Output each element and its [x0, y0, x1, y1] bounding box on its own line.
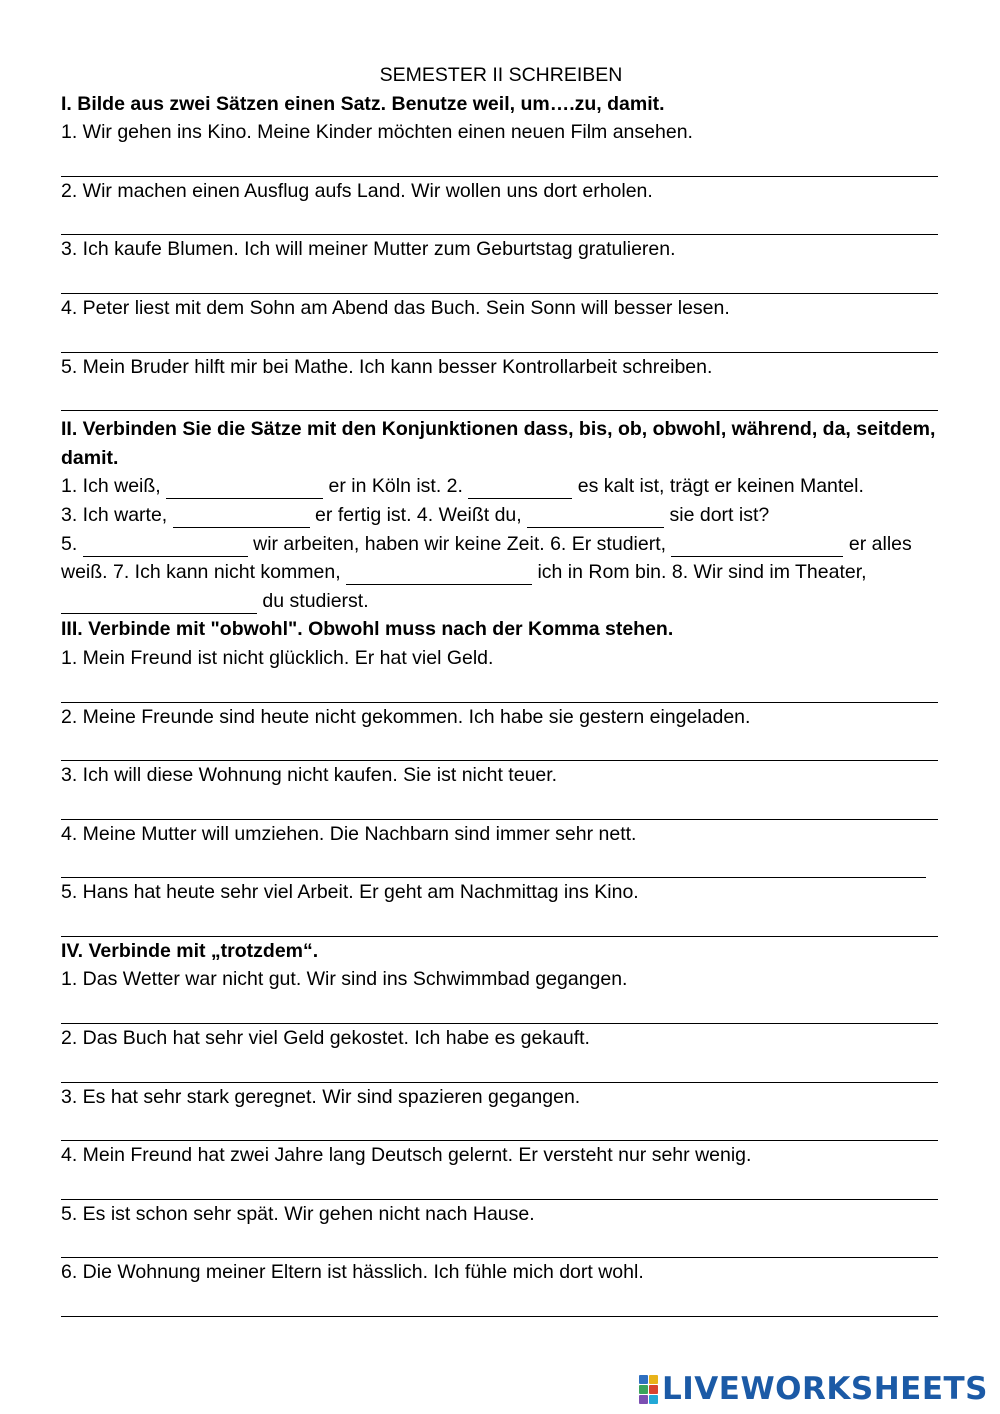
- section-4-answer-6[interactable]: [61, 1287, 938, 1317]
- section-3-question-1: 1. Mein Freund ist nicht glücklich. Er hat viel Geld.: [61, 646, 494, 669]
- section-1-question-3: 3. Ich kaufe Blumen. Ich will meiner Mutter zum Geburtstag gratulieren.: [61, 238, 676, 261]
- gap-6-input[interactable]: [671, 536, 843, 557]
- section-2-heading: II. Verbinden Sie die Sätze mit den Konjunktionen dass, bis, ob, obwohl, während, da, seitdem, damit.: [61, 418, 936, 469]
- s2-text-6b: er alles weiß. 7. Ich kann nicht kommen,: [61, 532, 912, 584]
- section-4-answer-3[interactable]: [61, 1111, 938, 1141]
- section-3-question-4: 4. Meine Mutter will umziehen. Die Nachbarn sind immer sehr nett.: [61, 822, 637, 845]
- section-2-exercise: [61, 472, 941, 615]
- section-4-question-1: 1. Das Wetter war nicht gut. Wir sind ins Schwimmbad gegangen.: [61, 968, 628, 991]
- section-3-question-2: 2. Meine Freunde sind heute nicht gekommen. Ich habe sie gestern eingeladen.: [61, 705, 751, 728]
- section-1-answer-3[interactable]: [61, 264, 938, 294]
- section-1-question-4: 4. Peter liest mit dem Sohn am Abend das Buch. Sein Sonn will besser lesen.: [61, 296, 730, 319]
- section-1-answer-4[interactable]: [61, 323, 938, 353]
- section-4-question-6: 6. Die Wohnung meiner Eltern ist hässlich. Ich fühle mich dort wohl.: [61, 1261, 644, 1284]
- s2-text-7b: ich in Rom bin. 8. Wir sind im Theater,: [532, 561, 867, 584]
- section-4-question-5: 5. Es ist schon sehr spät. Wir gehen nicht nach Hause.: [61, 1202, 535, 1225]
- gap-1-input[interactable]: [166, 478, 323, 499]
- section-1-answer-5[interactable]: [61, 381, 938, 411]
- worksheet: [61, 61, 941, 1317]
- section-4-question-4: 4. Mein Freund hat zwei Jahre lang Deutsch gelernt. Er versteht nur sehr wenig.: [61, 1144, 752, 1167]
- section-3-answer-5[interactable]: [61, 907, 938, 937]
- section-4-answer-1[interactable]: [61, 994, 938, 1024]
- gap-5-input[interactable]: [83, 536, 248, 557]
- section-1-question-2: 2. Wir machen einen Ausflug aufs Land. Wir wollen uns dort erholen.: [61, 179, 653, 202]
- section-1-heading: I. Bilde aus zwei Sätzen einen Satz. Benutze weil, um….zu, damit.: [61, 92, 665, 115]
- section-3-answer-3[interactable]: [61, 790, 938, 820]
- page-title: SEMESTER II SCHREIBEN: [379, 64, 623, 86]
- section-3-heading: III. Verbinde mit "obwohl". Obwohl muss nach der Komma stehen.: [61, 618, 674, 641]
- section-3-answer-1[interactable]: [61, 673, 938, 703]
- gap-7-input[interactable]: [346, 564, 532, 585]
- gap-8-input[interactable]: [61, 593, 257, 614]
- section-4-answer-4[interactable]: [61, 1170, 938, 1200]
- section-3-answer-4[interactable]: [61, 848, 926, 878]
- s2-text-5b: wir arbeiten, haben wir keine Zeit. 6. Er studiert,: [247, 532, 672, 555]
- section-1-answer-2[interactable]: [61, 205, 938, 235]
- s2-text-5a: 5.: [61, 532, 83, 555]
- s2-text-1b: er in Köln ist. 2.: [323, 475, 469, 498]
- s2-text-8b: du studierst.: [257, 589, 369, 612]
- section-1-question-5: 5. Mein Bruder hilft mir bei Mathe. Ich kann besser Kontrollarbeit schreiben.: [61, 355, 713, 378]
- section-3-answer-2[interactable]: [61, 731, 938, 761]
- section-4-answer-5[interactable]: [61, 1228, 938, 1258]
- section-4-heading: IV. Verbinde mit „trotzdem“.: [61, 939, 319, 962]
- section-1-answer-1[interactable]: [61, 147, 938, 177]
- s2-text-3a: 3. Ich warte,: [61, 503, 173, 526]
- s2-text-2b: es kalt ist, trägt er keinen Mantel.: [572, 475, 864, 498]
- s2-text-3b: er fertig ist. 4. Weißt du,: [309, 503, 528, 526]
- section-4-question-3: 3. Es hat sehr stark geregnet. Wir sind spazieren gegangen.: [61, 1085, 581, 1108]
- section-4-question-2: 2. Das Buch hat sehr viel Geld gekostet. Ich habe es gekauft.: [61, 1027, 590, 1050]
- section-3-question-3: 3. Ich will diese Wohnung nicht kaufen. Sie ist nicht teuer.: [61, 764, 558, 787]
- liveworksheets-logo[interactable]: [639, 1372, 988, 1406]
- liveworksheets-grid-icon: [639, 1375, 658, 1404]
- section-1-question-1: 1. Wir gehen ins Kino. Meine Kinder möchten einen neuen Film ansehen.: [61, 121, 693, 144]
- brand-name: LIVEWORKSHEETS: [662, 1371, 988, 1407]
- gap-4-input[interactable]: [527, 507, 664, 528]
- section-4-answer-2[interactable]: [61, 1053, 938, 1083]
- s2-text-1a: 1. Ich weiß,: [61, 475, 167, 498]
- gap-3-input[interactable]: [173, 507, 310, 528]
- s2-text-4b: sie dort ist?: [664, 503, 770, 526]
- gap-2-input[interactable]: [468, 478, 572, 499]
- section-3-question-5: 5. Hans hat heute sehr viel Arbeit. Er geht am Nachmittag ins Kino.: [61, 881, 639, 904]
